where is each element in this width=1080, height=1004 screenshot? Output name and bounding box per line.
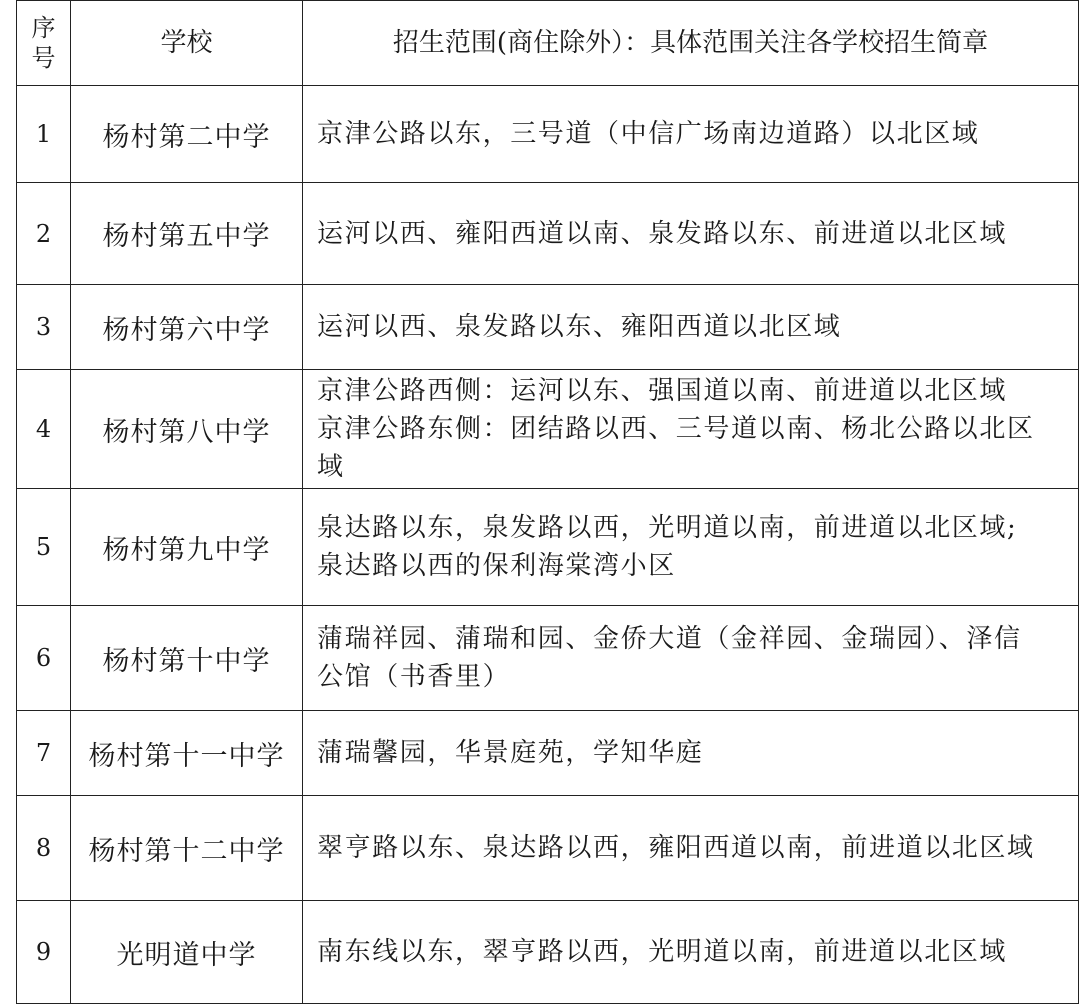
range-line: 泉达路以西的保利海棠湾小区: [317, 551, 676, 581]
range-line: 南东线以东，翠亨路以西，光明道以南，前进道以北区域: [317, 937, 1008, 967]
table-row: [17, 183, 1079, 285]
table-row: [17, 606, 1079, 711]
range-line: 泉达路以东，泉发路以西，光明道以南，前进道以北区域;: [317, 513, 1018, 543]
table-row: [17, 489, 1079, 606]
range-line: 京津公路以东，三号道（中信广场南边道路）以北区域: [317, 119, 980, 149]
table-row: [17, 711, 1079, 796]
header-enrollment-range: 招生范围(商住除外）：具体范围关注各学校招生简章: [303, 1, 1079, 86]
enrollment-range-cell: [303, 86, 1079, 183]
range-line: 京津公路东侧：团结路以西、三号道以南、杨北公路以北区: [317, 414, 1035, 444]
enrollment-range-cell: [303, 183, 1079, 285]
school-name-cell: 杨村第九中学: [71, 489, 303, 606]
table-row: [17, 86, 1079, 183]
school-name-cell: 杨村第六中学: [71, 285, 303, 370]
header-serial-line2: 号: [31, 44, 56, 72]
serial-number-cell: 3: [17, 285, 71, 370]
header-serial-number: [17, 1, 71, 86]
serial-number-cell: 5: [17, 489, 71, 606]
range-line: 域: [317, 452, 345, 482]
serial-number-cell: 9: [17, 901, 71, 1004]
school-name-cell: 光明道中学: [71, 901, 303, 1004]
serial-number-cell: 7: [17, 711, 71, 796]
serial-number-cell: 6: [17, 606, 71, 711]
school-name-cell: 杨村第二中学: [71, 86, 303, 183]
enrollment-range-cell: [303, 796, 1079, 901]
school-name-cell: 杨村第十中学: [71, 606, 303, 711]
enrollment-range-cell: [303, 489, 1079, 606]
range-line: 京津公路西侧：运河以东、强国道以南、前进道以北区域: [317, 376, 1008, 406]
header-school: 学校: [71, 1, 303, 86]
school-name-cell: 杨村第十二中学: [71, 796, 303, 901]
school-name-cell: 杨村第十一中学: [71, 711, 303, 796]
school-name-cell: 杨村第五中学: [71, 183, 303, 285]
range-line: 蒲瑞祥园、蒲瑞和园、金侨大道（金祥园、金瑞园）、泽信: [317, 624, 1022, 654]
serial-number-cell: 8: [17, 796, 71, 901]
school-name-cell: 杨村第八中学: [71, 370, 303, 489]
enrollment-range-cell: [303, 285, 1079, 370]
enrollment-range-cell: [303, 901, 1079, 1004]
range-line: 运河以西、泉发路以东、雍阳西道以北区域: [317, 312, 842, 342]
enrollment-range-cell: [303, 606, 1079, 711]
serial-number-cell: 2: [17, 183, 71, 285]
table-row: [17, 285, 1079, 370]
enrollment-table: [16, 0, 1079, 1004]
serial-number-cell: 1: [17, 86, 71, 183]
table-row: [17, 901, 1079, 1004]
enrollment-range-cell: [303, 370, 1079, 489]
table-row: [17, 370, 1079, 489]
range-line: 运河以西、雍阳西道以南、泉发路以东、前进道以北区域: [317, 218, 1008, 249]
header-serial-line1: 序: [31, 14, 56, 42]
serial-number-cell: 4: [17, 370, 71, 489]
range-line: 蒲瑞馨园，华景庭苑，学知华庭: [317, 738, 704, 768]
range-line: 公馆（书香里）: [317, 662, 511, 692]
table-header-row: [17, 1, 1079, 86]
table-row: [17, 796, 1079, 901]
enrollment-range-cell: [303, 711, 1079, 796]
range-line: 翠亨路以东、泉达路以西，雍阳西道以南，前进道以北区域: [317, 833, 1035, 863]
